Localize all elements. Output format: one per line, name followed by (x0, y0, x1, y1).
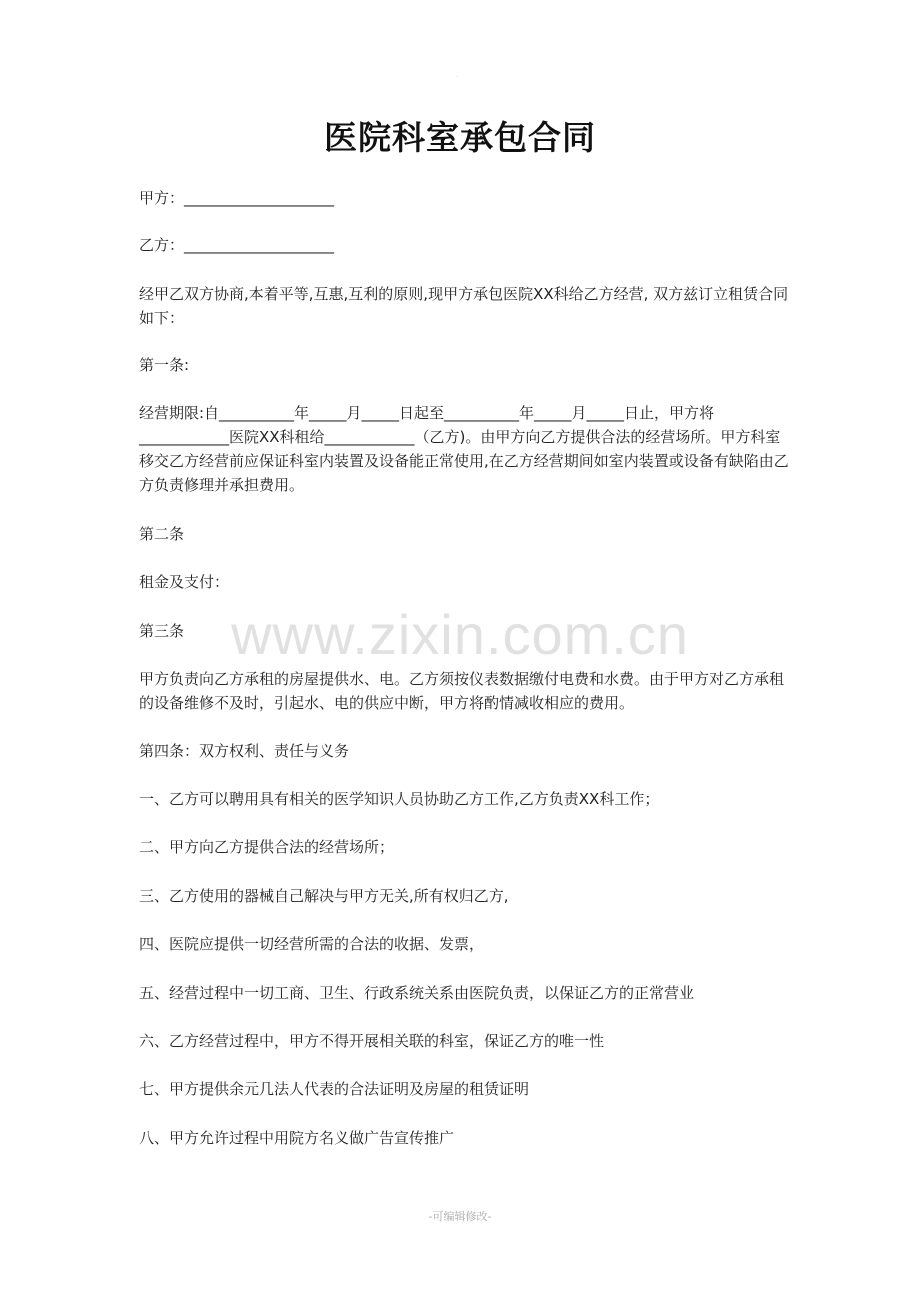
intro-paragraph: 经甲乙双方协商,本着平等,互惠,互利的原则,现甲方承包医院XX科给乙方经营, 双方兹订立租赁合同如下： (139, 285, 789, 327)
article2-text: 租金及支付： (139, 573, 230, 591)
party-b-line: 乙方：____________________ (139, 236, 335, 254)
article2-heading: 第二条 (139, 525, 185, 543)
party-a-line: 甲方：____________________ (139, 189, 335, 207)
list-item: 三、乙方使用的器械自己解决与甲方无关,所有权归乙方, (139, 887, 509, 905)
top-mark: . (456, 70, 459, 79)
article3-text: 甲方负责向乙方承租的房屋提供水、电。乙方须按仪表数据缴付电费和水费。由于甲方对乙方承租的设备维修不及时，引起水、电的供应中断，甲方将酌情减收相应的费用。 (139, 670, 785, 712)
article1-text: 经营期限:自__________年_____月_____日起至__________年_____月_____日止，甲方将____________医院XX科租给____________（乙方)。由甲方向乙方提供合法的经营场所。甲方科室移交乙方经营前应保证科室内装置及设备能正常使用,在乙方经营期间如室内装置或设备有缺陷由乙方负责修理并承担费用。 (139, 404, 789, 494)
list-item: 八、甲方允许过程中用院方名义做广告宣传推广 (139, 1129, 455, 1147)
list-item: 二、甲方向乙方提供合法的经营场所； (139, 838, 395, 856)
list-item: 六、乙方经营过程中，甲方不得开展相关联的科室，保证乙方的唯一性 (139, 1032, 605, 1050)
list-item: 七、甲方提供余元几法人代表的合法证明及房屋的租赁证明 (139, 1080, 530, 1098)
article4-heading: 第四条：双方权利、责任与义务 (139, 742, 350, 760)
document-title: 医院科室承包合同 (324, 118, 596, 157)
list-item: 五、经营过程中一切工商、卫生、行政系统关系由医院负责，以保证乙方的正常营业 (139, 984, 695, 1002)
list-item: 一、乙方可以聘用具有相关的医学知识人员协助乙方工作,乙方负责XX科工作； (139, 790, 660, 808)
list-item: 四、医院应提供一切经营所需的合法的收据、发票， (139, 935, 485, 953)
watermark: www.zixin.com.cn (231, 603, 689, 666)
article3-heading: 第三条 (139, 622, 185, 640)
article1-heading: 第一条: (139, 356, 190, 374)
page-footer: -可编辑修改- (428, 1210, 492, 1223)
